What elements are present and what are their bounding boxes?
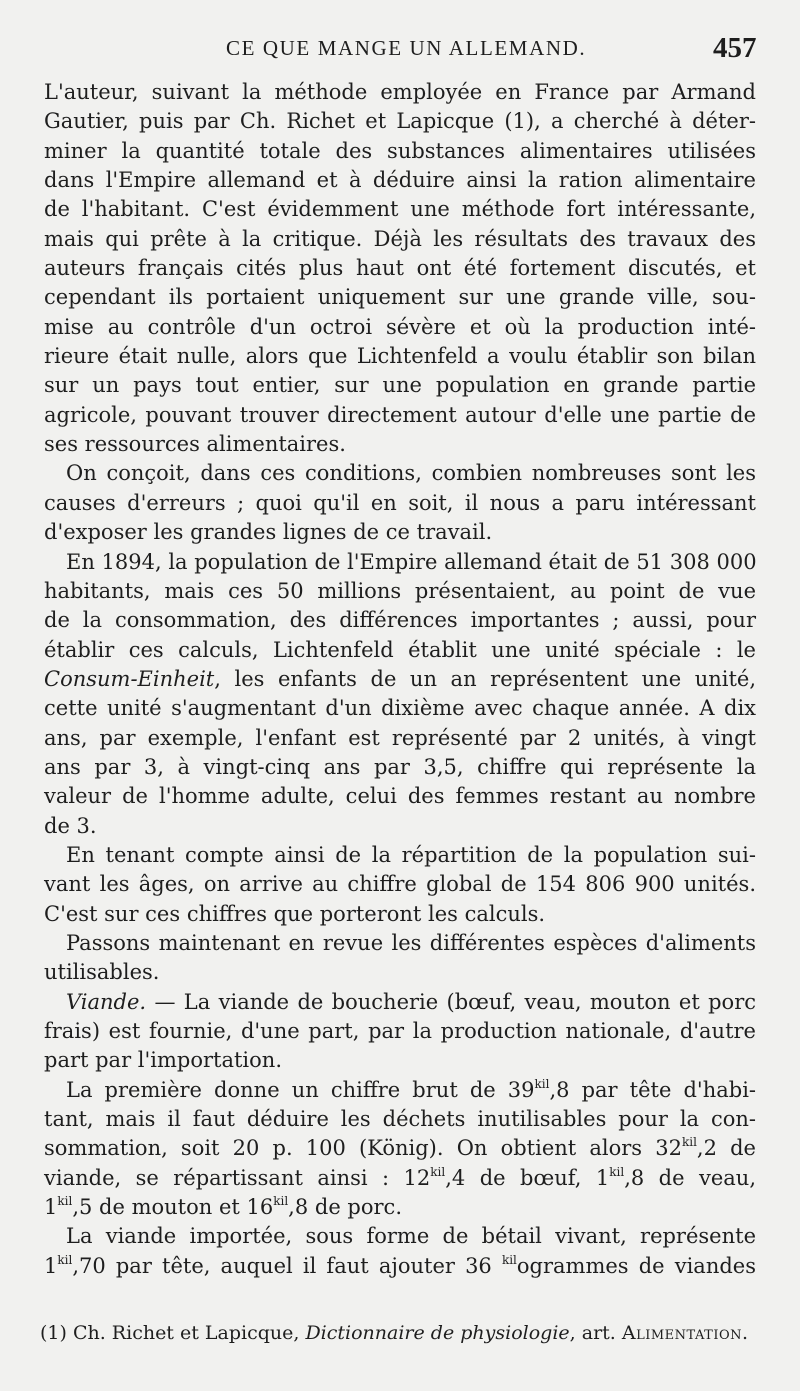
text-line: cette unité s'augmentant d'un dixième avec chaque année. A dix [44, 696, 756, 721]
text-line: établir ces calculs, Lichtenfeld établit une unité spéciale : le [44, 637, 756, 662]
text-line: La première donne un chiffre brut de $39^{kil},8$ par tête d'habi- [66, 1076, 756, 1102]
text-line: miner la quantité totale des substances alimentaires utilisées [44, 138, 756, 163]
text-line: viande, se répartissant ainsi : $12^{kil},4$ de bœuf, $1^{kil},8$ de veau, [44, 1164, 756, 1190]
body-text [44, 78, 756, 1281]
text-line: agricole, pouvant trouver directement autour d'elle une partie de [44, 402, 756, 427]
text-line: frais) est fournie, d'une part, par la production nationale, d'autre [44, 1019, 756, 1043]
text-line: de 3. [44, 813, 97, 838]
text-line: ans par 3, à vingt-cinq ans par 3,5, chiffre qui représente la [44, 754, 756, 779]
text-line: En tenant compte ainsi de la répartition de la population sui- [66, 842, 756, 867]
running-head-title: CE QUE MANGE UN ALLEMAND. [226, 36, 587, 60]
text-line: auteurs français cités plus haut ont été fortement discutés, et [44, 256, 756, 281]
text-line: mise au contrôle d'un octroi sévère et où la production inté- [44, 314, 756, 339]
text-line: dans l'Empire allemand et à déduire ainsi la ration alimentaire [44, 168, 756, 193]
text-line: ans, par exemple, l'enfant est représenté par 2 unités, à vingt [44, 725, 756, 750]
text-line: de la consommation, des différences importantes ; aussi, pour [44, 608, 756, 633]
text-line: cependant ils portaient uniquement sur une grande ville, sou- [44, 285, 756, 310]
text-line: vant les âges, on arrive au chiffre global de 154 806 900 unités. [44, 872, 756, 897]
text-line: Gautier, puis par Ch. Richet et Lapicque (1), a cherché à déter- [44, 109, 756, 134]
footnote: (1) Ch. Richet et Lapicque, Dictionnaire de physiologie, art. Alimentation. [40, 1322, 749, 1344]
text-line: rieure était nulle, alors que Lichtenfeld a voulu établir son bilan [44, 344, 756, 369]
text-line: Consum-Einheit, les enfants de un an représentent une unité, [44, 666, 756, 691]
text-line: habitants, mais ces 50 millions présentaient, au point de vue [44, 578, 756, 603]
text-line: Passons maintenant en revue les différentes espèces d'aliments [66, 930, 756, 955]
text-line: On conçoit, dans ces conditions, combien nombreuses sont les [66, 461, 756, 486]
text-line: sur un pays tout entier, sur une population en grande partie [44, 373, 756, 398]
text-line: tant, mais il faut déduire les déchets inutilisables pour la con- [44, 1107, 756, 1132]
text-line: causes d'erreurs ; quoi qu'il en soit, il nous a paru intéressant [44, 490, 756, 515]
text-line: $1^{kil},70$ par tête, auquel il faut ajouter 36 $^{kil}$ogrammes de viandes [44, 1252, 756, 1278]
running-head [0, 32, 800, 66]
text-line: ses ressources alimentaires. [44, 432, 346, 457]
text-line: Viande. — La viande de boucherie (bœuf, veau, mouton et porc [66, 989, 756, 1014]
text-line: L'auteur, suivant la méthode employée en France par Armand [44, 80, 756, 104]
text-line: mais qui prête à la critique. Déjà les résultats des travaux des [44, 226, 756, 251]
text-line: sommation, soit 20 p. 100 (König). On obtient alors $32^{kil},2$ de [44, 1135, 756, 1161]
text-line: part par l'importation. [44, 1048, 282, 1073]
text-line: $1^{kil},5$ de mouton et $16^{kil},8$ de porc. [44, 1194, 402, 1220]
text-line: valeur de l'homme adulte, celui des femmes restant au nombre [44, 784, 756, 809]
text-line: C'est sur ces chiffres que porteront les calculs. [44, 901, 546, 926]
page-number: 457 [713, 32, 757, 64]
text-line: d'exposer les grandes lignes de ce travail. [44, 520, 493, 545]
text-line: En 1894, la population de l'Empire allemand était de 51 308 000 [66, 549, 757, 574]
text-line: de l'habitant. C'est évidemment une méthode fort intéressante, [44, 197, 756, 222]
text-line: La viande importée, sous forme de bétail vivant, représente [66, 1224, 756, 1249]
text-line: utilisables. [44, 960, 160, 985]
